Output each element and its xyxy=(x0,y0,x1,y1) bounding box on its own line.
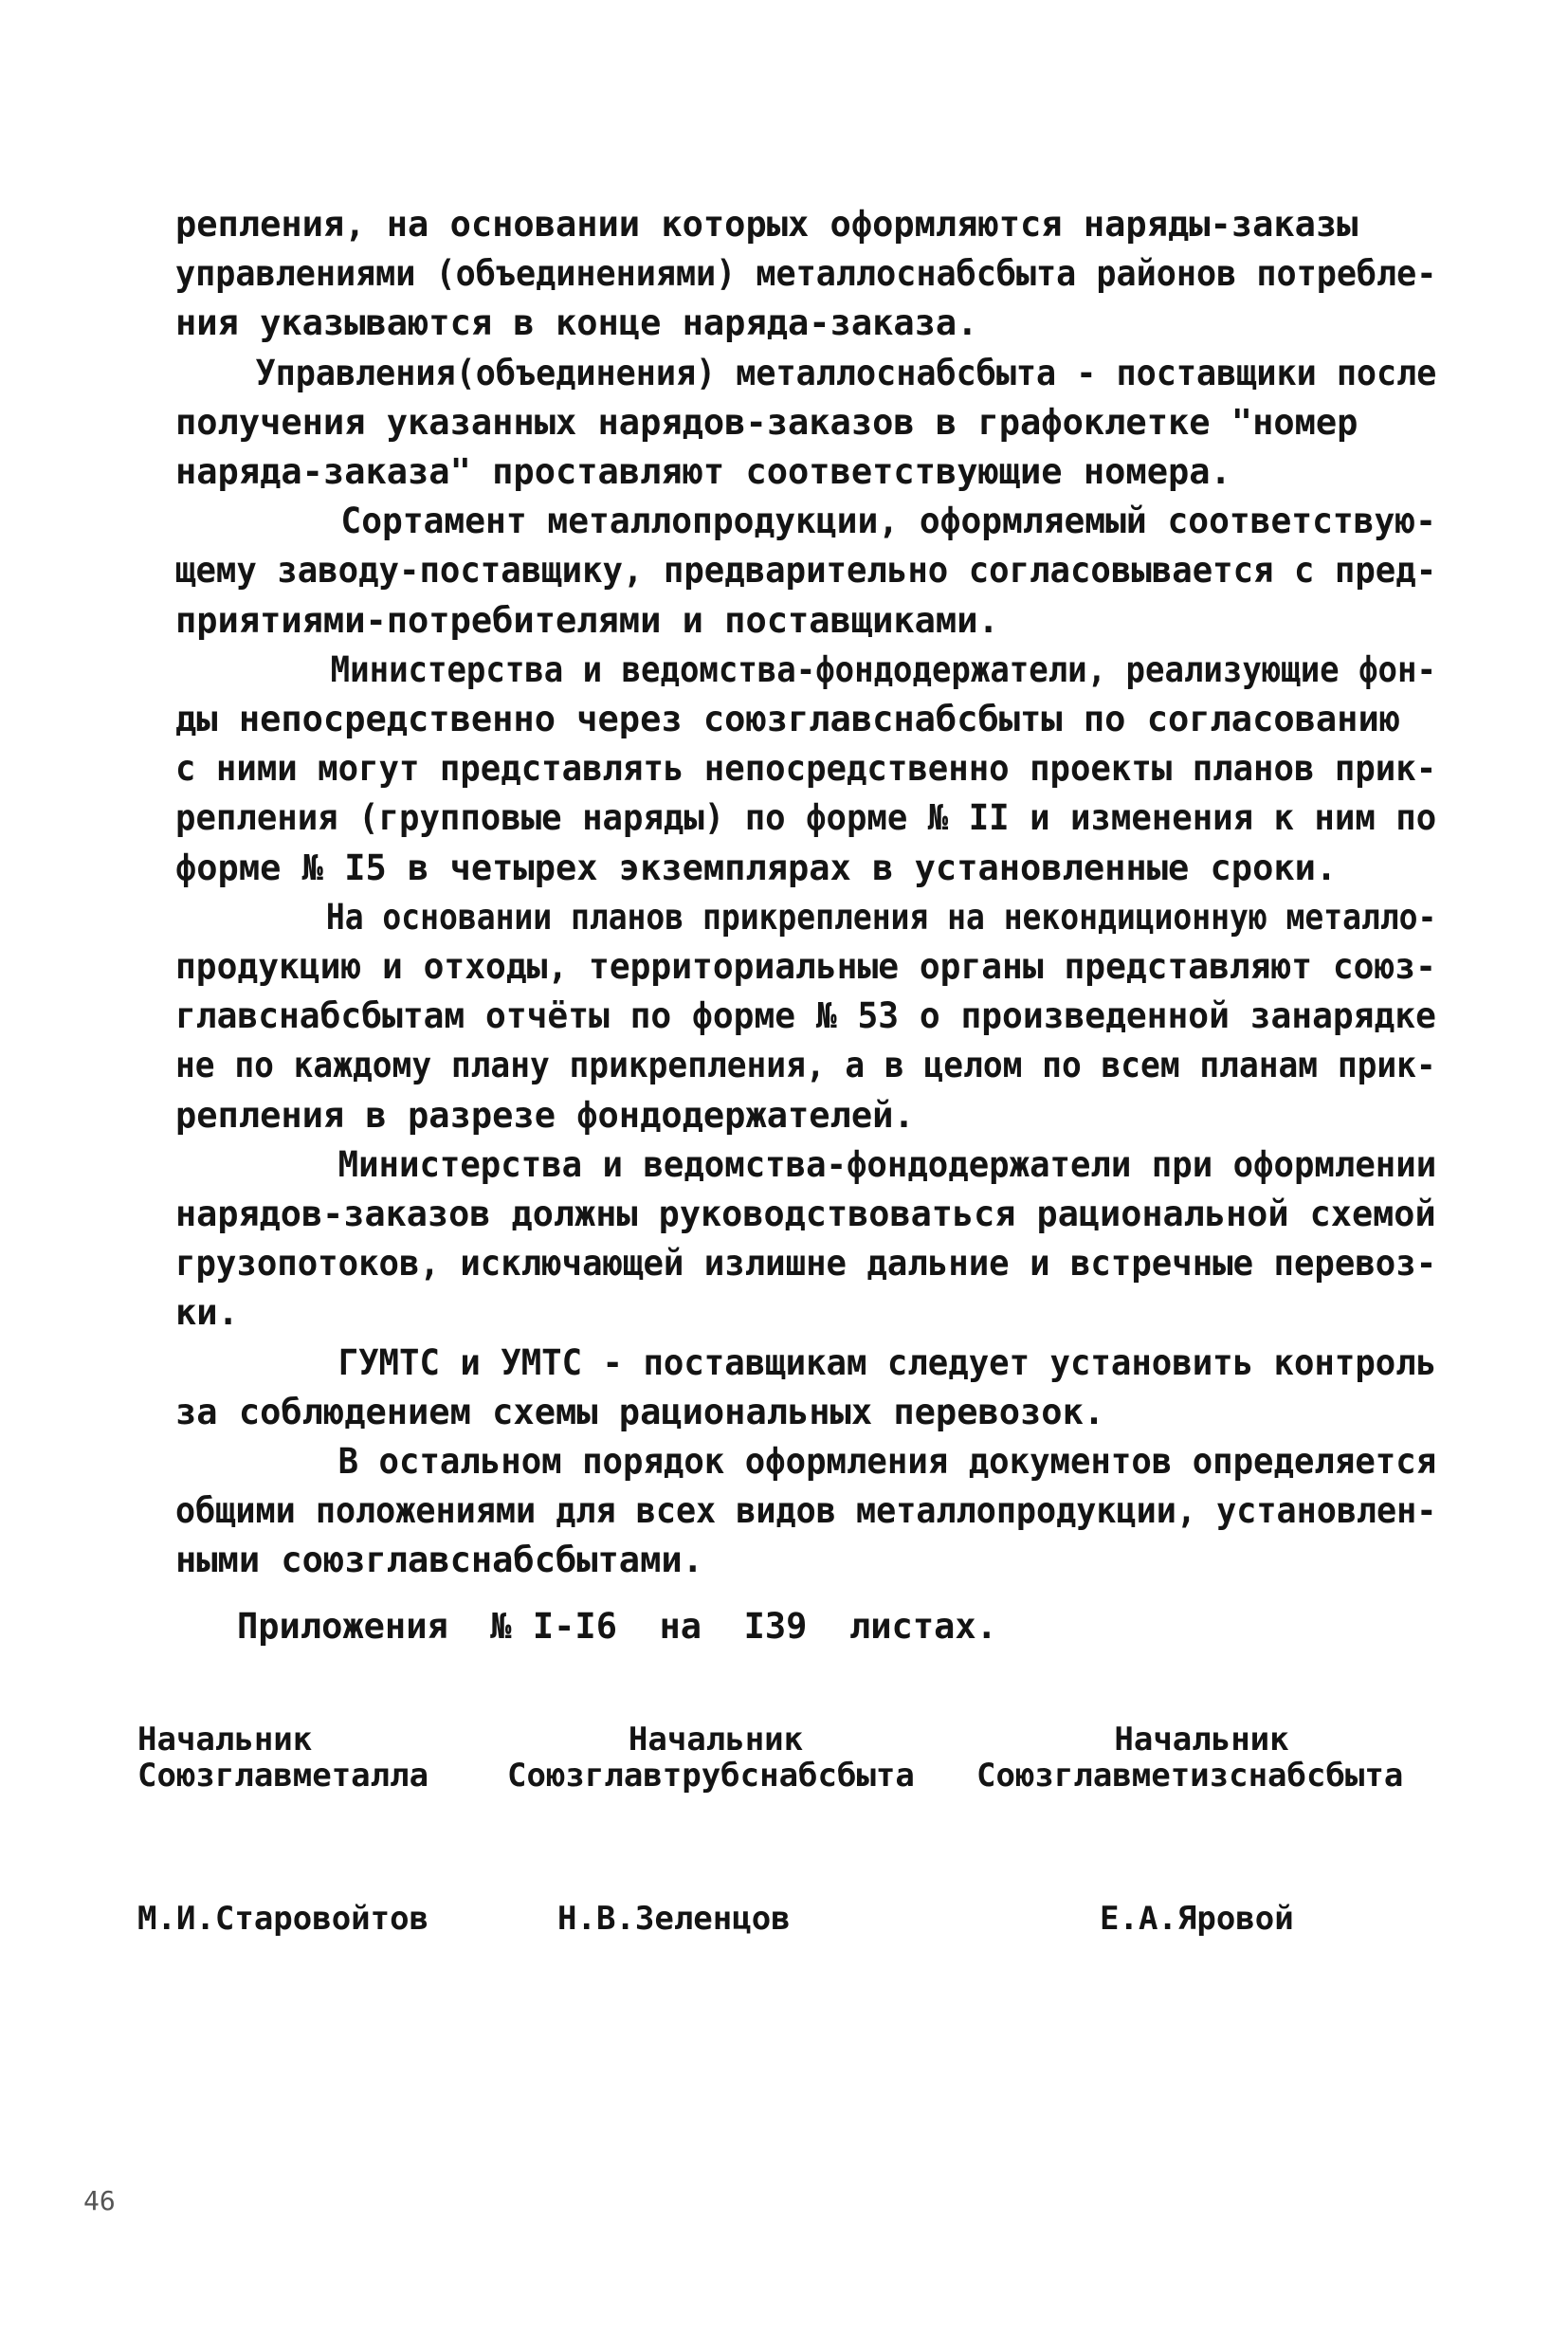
body-line: репления (групповые наряды) по форме № II и изменения к ним по xyxy=(175,797,1437,839)
body-line: получения указанных нарядов-заказов в графоклетке "номер xyxy=(175,401,1358,443)
signatory-2-org: Союзглавтрубснабсбыта xyxy=(507,1757,915,1795)
body-line: репления в разрезе фондодержателей. xyxy=(175,1094,915,1136)
body-line: щему заводу-поставщику, предварительно согласовывается с пред- xyxy=(175,550,1437,592)
page-number: 46 xyxy=(83,2185,116,2216)
body-line: Министерства и ведомства-фондодержатели при оформлении xyxy=(175,1143,1437,1185)
body-line: главснабсбытам отчёты по форме № 53 о произведенной занарядке xyxy=(175,995,1436,1037)
body-line: форме № I5 в четырех экземплярах в установленные сроки. xyxy=(175,847,1338,888)
body-line: с ними могут представлять непосредственно проекты планов прик- xyxy=(175,748,1437,790)
body-line: нарядов-заказов должны руководствоваться рациональной схемой xyxy=(175,1194,1436,1234)
body-line: Сортамент металлопродукции, оформляемый соответствую- xyxy=(175,501,1436,542)
signatory-1-title: Начальник xyxy=(137,1721,313,1759)
appendix-note: Приложения № I-I6 на I39 листах. xyxy=(237,1606,997,1647)
body-line: не по каждому плану прикрепления, а в целом по всем планам прик- xyxy=(175,1045,1436,1086)
body-line: ГУМТС и УМТС - поставщикам следует установить контроль xyxy=(175,1341,1437,1383)
body-line: На основании планов прикрепления на некондиционную металло- xyxy=(175,896,1437,938)
body-line: Министерства и ведомства-фондодержатели, реализующие фон- xyxy=(175,648,1436,690)
body-line: наряда-заказа" проставляют соответствующие номера. xyxy=(175,451,1231,492)
body-line: репления, на основании которых оформляются наряды-заказы xyxy=(175,204,1358,245)
body-line: управлениями (объединениями) металлоснабсбыта районов потребле- xyxy=(175,253,1437,295)
signatory-1-org: Союзглавметалла xyxy=(137,1757,429,1795)
signatory-3-name: Е.А.Яровой xyxy=(1100,1900,1294,1938)
body-line: продукцию и отходы, территориальные органы представляют союз- xyxy=(175,946,1436,987)
signatory-2-title: Начальник xyxy=(628,1721,804,1759)
signatory-1-name: М.И.Старовойтов xyxy=(137,1900,429,1938)
body-line: В остальном порядок оформления документов определяется xyxy=(175,1441,1437,1482)
body-line: Управления(объединения) металлоснабсбыта - поставщики после xyxy=(175,352,1437,393)
body-line: за соблюдением схемы рациональных перевозок. xyxy=(175,1391,1105,1432)
body-line: ния указываются в конце наряда-заказа. xyxy=(175,302,978,344)
signatory-3-org: Союзглавметизснабсбыта xyxy=(976,1757,1404,1795)
body-line: общими положениями для всех видов металлопродукции, установлен- xyxy=(175,1490,1437,1532)
signatory-3-title: Начальник xyxy=(1114,1721,1289,1759)
body-line: приятиями-потребителями и поставщиками. xyxy=(175,599,999,641)
body-line: ными союзглавснабсбытами. xyxy=(175,1540,703,1581)
body-line: ды непосредственно через союзглавснабсбыты по согласованию xyxy=(175,699,1401,739)
signatory-2-name: Н.В.Зеленцов xyxy=(557,1900,791,1938)
body-line: ки. xyxy=(175,1292,239,1334)
body-line: грузопотоков, исключающей излишне дальние и встречные перевоз- xyxy=(175,1243,1437,1285)
